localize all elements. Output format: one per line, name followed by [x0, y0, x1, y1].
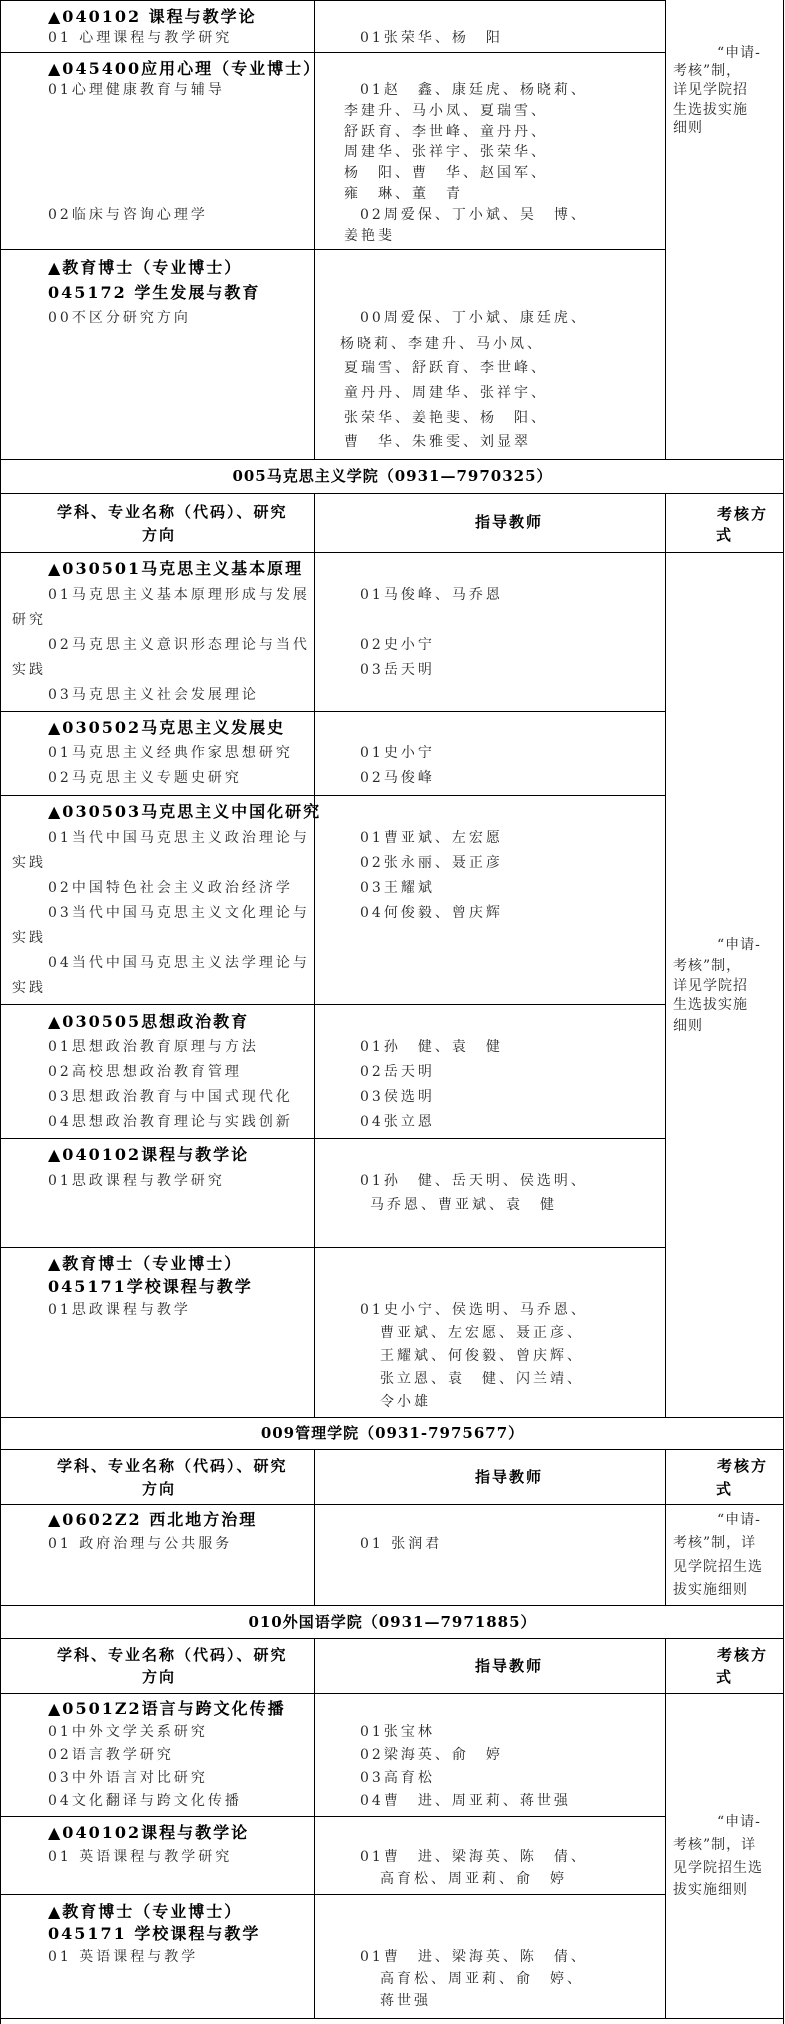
assessment-method-line: 生选拔实施: [673, 102, 748, 118]
research-direction: 实践: [12, 662, 46, 678]
program-title: ▲0602Z2 西北地方治理: [48, 1510, 258, 1529]
program-subtitle: 045171学校课程与教学: [48, 1277, 253, 1296]
advisor-line: 02张永丽、聂正彦: [360, 855, 503, 871]
advisor-line: 姜艳斐: [344, 228, 395, 244]
program-title: ▲030502马克思主义发展史: [48, 718, 286, 737]
program-title: ▲0501Z2语言与跨文化传播: [48, 1699, 286, 1718]
research-direction: 01思政课程与教学研究: [48, 1173, 225, 1189]
program-title: ▲030503马克思主义中国化研究: [48, 802, 322, 821]
column-header-subject: 方向: [142, 1480, 177, 1498]
column-header-assessment: 考核方: [717, 1646, 769, 1664]
advisor-line: 张荣华、姜艳斐、杨 阳、: [344, 410, 548, 426]
advisor-line: 04张立恩: [360, 1114, 435, 1130]
research-direction: 01 英语课程与教学研究: [48, 1849, 233, 1865]
advisor-line: 高育松、周亚莉、俞 婷: [380, 1871, 567, 1887]
research-direction: 01马克思主义经典作家思想研究: [48, 745, 293, 761]
assessment-method-line: “申请-: [717, 1814, 761, 1830]
advisor-line: 03高育松: [360, 1770, 435, 1786]
program-title: ▲030505思想政治教育: [48, 1012, 250, 1031]
research-direction: 01中外文学关系研究: [48, 1724, 208, 1740]
research-direction: 02中国特色社会主义政治经济学: [48, 880, 293, 896]
advisor-line: 01孙 健、岳天明、侯选明、: [360, 1173, 588, 1189]
research-direction: 02语言教学研究: [48, 1747, 174, 1763]
table-cell: [314, 1138, 665, 1247]
advisor-line: 01张宝林: [360, 1724, 435, 1740]
program-title: ▲040102课程与教学论: [48, 1823, 250, 1842]
advisor-line: 02周爱保、丁小斌、吴 博、: [360, 207, 588, 223]
research-direction: 03中外语言对比研究: [48, 1770, 208, 1786]
table-cell: [314, 1504, 665, 1605]
assessment-method-line: 考核”制，详: [673, 1535, 757, 1551]
column-header-subject: 学科、专业名称（代码）、研究: [57, 1646, 288, 1664]
advisor-line: 03侯选明: [360, 1089, 435, 1105]
program-title: ▲045400应用心理（专业博士）: [48, 59, 322, 78]
column-header-subject: 方向: [142, 526, 177, 544]
program-title: ▲040102 课程与教学论: [48, 7, 257, 26]
assessment-method-line: “申请-: [717, 1512, 761, 1528]
research-direction: 01 政府治理与公共服务: [48, 1536, 233, 1552]
advisor-line: 01史小宁: [360, 745, 435, 761]
advisor-line: 04何俊毅、曾庆辉: [360, 905, 503, 921]
advisor-line: 夏瑞雪、舒跃育、李世峰、: [344, 360, 548, 376]
column-header-subject: 学科、专业名称（代码）、研究: [57, 1457, 288, 1475]
advisor-line: 01曹 进、梁海英、陈 倩、: [360, 1849, 588, 1865]
assessment-method-line: 考核”制，: [673, 63, 742, 79]
research-direction: 04文化翻译与跨文化传播: [48, 1793, 242, 1809]
table-cell: [0, 249, 314, 459]
research-direction: 01思政课程与教学: [48, 1302, 191, 1318]
college-header: 009管理学院（0931-7975677）: [260, 1424, 525, 1442]
advisor-line: 令小雄: [380, 1394, 431, 1410]
program-title: ▲教育博士（专业博士）: [48, 258, 243, 277]
column-header-assessment: 考核方: [717, 1457, 769, 1475]
column-header-advisors: 指导教师: [475, 1657, 544, 1675]
program-subtitle: 045172 学生发展与教育: [48, 283, 261, 302]
advisor-line: 01张荣华、杨 阳: [360, 30, 503, 46]
table-cell: [0, 2018, 784, 2024]
assessment-method-line: 考核”制，: [673, 958, 742, 974]
research-direction: 04思想政治教育理论与实践创新: [48, 1114, 293, 1130]
assessment-method-line: 细则: [673, 120, 703, 136]
assessment-method-line: 考核”制，详: [673, 1837, 757, 1853]
advisor-line: 00周爱保、丁小斌、康廷虎、: [360, 310, 588, 326]
research-direction: 01 英语课程与教学: [48, 1949, 199, 1965]
column-header-assessment: 考核方: [717, 505, 769, 523]
advisor-line: 雍 琳、董 青: [344, 186, 463, 202]
assessment-method-line: 见学院招生选: [673, 1559, 763, 1575]
column-header-advisors: 指导教师: [475, 513, 544, 531]
advisor-line: 02梁海英、俞 婷: [360, 1747, 503, 1763]
research-direction: 00不区分研究方向: [48, 310, 191, 326]
column-header-subject: 学科、专业名称（代码）、研究: [57, 503, 288, 521]
advisor-line: 01曹 进、梁海英、陈 倩、: [360, 1949, 588, 1965]
research-direction: 03当代中国马克思主义文化理论与: [48, 905, 310, 921]
research-direction: 实践: [12, 855, 46, 871]
column-header-advisors: 指导教师: [475, 1468, 544, 1486]
advisor-line: 高育松、周亚莉、俞 婷、: [380, 1971, 584, 1987]
program-title: ▲教育博士（专业博士）: [48, 1254, 243, 1273]
column-header-subject: 方向: [142, 1668, 177, 1686]
advisor-line: 01赵 鑫、康廷虎、杨晓莉、: [360, 82, 588, 98]
assessment-method-line: 详见学院招: [673, 82, 748, 98]
advisor-line: 曹亚斌、左宏愿、聂正彦、: [380, 1325, 584, 1341]
assessment-method-line: 拔实施细则: [673, 1582, 748, 1598]
research-direction: 03马克思主义社会发展理论: [48, 687, 259, 703]
research-direction: 01马克思主义基本原理形成与发展: [48, 587, 310, 603]
advisor-line: 01马俊峰、马乔恩: [360, 587, 503, 603]
advisor-line: 02史小宁: [360, 637, 435, 653]
program-title: ▲030501马克思主义基本原理: [48, 559, 304, 578]
assessment-method-line: “申请-: [717, 45, 761, 61]
research-direction: 03思想政治教育与中国式现代化: [48, 1089, 293, 1105]
advisor-line: 杨 阳、曹 华、赵国军、: [344, 165, 548, 181]
advisor-line: 童丹丹、周建华、张祥宇、: [344, 385, 548, 401]
research-direction: 实践: [12, 930, 46, 946]
assessment-method-line: 生选拔实施: [673, 997, 748, 1013]
advisor-line: 01孙 健、袁 健: [360, 1039, 503, 1055]
assessment-method-line: 细则: [673, 1018, 703, 1034]
column-header-assessment: 式: [716, 1480, 734, 1498]
table-cell: [665, 1693, 784, 2018]
research-direction: 01心理健康教育与辅导: [48, 82, 225, 98]
advisor-line: 01曹亚斌、左宏愿: [360, 830, 503, 846]
advisor-line: 04曹 进、周亚莉、蒋世强: [360, 1793, 571, 1809]
assessment-method-line: “申请-: [717, 937, 761, 953]
research-direction: 01 心理课程与教学研究: [48, 30, 233, 46]
advisor-line: 李建升、马小凤、夏瑞雪、: [344, 103, 548, 119]
advisor-line: 02马俊峰: [360, 770, 435, 786]
program-title: ▲040102课程与教学论: [48, 1145, 250, 1164]
advisor-line: 杨晓莉、李建升、马小凤、: [340, 336, 544, 352]
research-direction: 04当代中国马克思主义法学理论与: [48, 955, 310, 971]
research-direction: 02高校思想政治教育管理: [48, 1064, 242, 1080]
program-title: ▲教育博士（专业博士）: [48, 1902, 243, 1921]
advisor-line: 03王耀斌: [360, 880, 435, 896]
advisor-line: 王耀斌、何俊毅、曾庆辉、: [380, 1348, 584, 1364]
advisor-line: 01史小宁、侯选明、马乔恩、: [360, 1302, 588, 1318]
advisor-line: 02岳天明: [360, 1064, 435, 1080]
college-header: 005马克思主义学院（0931—7970325）: [232, 467, 553, 485]
advisor-line: 曹 华、朱雅雯、刘显翠: [344, 434, 531, 450]
advisor-line: 马乔恩、曹亚斌、袁 健: [370, 1197, 557, 1213]
research-direction: 02马克思主义专题史研究: [48, 770, 242, 786]
college-header: 010外国语学院（0931—7971885）: [248, 1613, 537, 1631]
advisor-line: 张立恩、袁 健、闪兰靖、: [380, 1371, 584, 1387]
advisor-line: 舒跃育、李世峰、童丹丹、: [344, 124, 548, 140]
research-direction: 01思想政治教育原理与方法: [48, 1039, 259, 1055]
advisor-line: 03岳天明: [360, 662, 435, 678]
research-direction: 01当代中国马克思主义政治理论与: [48, 830, 310, 846]
assessment-method-line: 见学院招生选: [673, 1860, 763, 1876]
program-subtitle: 045171 学校课程与教学: [48, 1924, 261, 1943]
table-cell: [314, 795, 665, 1004]
research-direction: 实践: [12, 980, 46, 996]
research-direction: 研究: [12, 612, 46, 628]
advisor-line: 周建华、张祥宇、张荣华、: [344, 144, 548, 160]
assessment-method-line: 拔实施细则: [673, 1882, 748, 1898]
research-direction: 02马克思主义意识形态理论与当代: [48, 637, 310, 653]
advisor-line: 蒋世强: [380, 1993, 431, 2009]
research-direction: 02临床与咨询心理学: [48, 207, 208, 223]
column-header-assessment: 式: [716, 526, 734, 544]
table-cell: [314, 552, 665, 711]
assessment-method-line: 详见学院招: [673, 978, 748, 994]
column-header-assessment: 式: [716, 1668, 734, 1686]
advisor-line: 01 张润君: [360, 1536, 443, 1552]
